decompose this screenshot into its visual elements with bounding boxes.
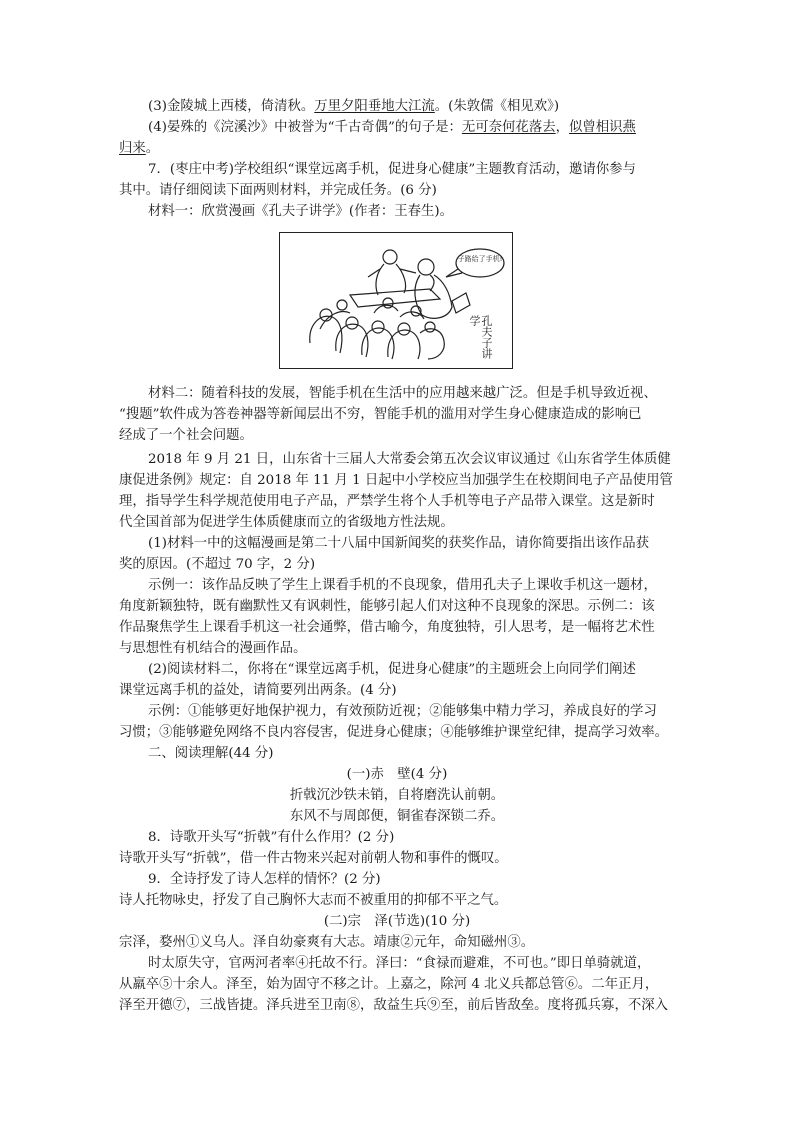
answer-9: 诗人托物咏史，抒发了自己胸怀大志而不被重用的抑郁不平之气。 — [119, 893, 508, 908]
answer-7-1-line-4: 与思想性有机结合的漫画作品。 — [119, 641, 307, 656]
q7-1-line-2: 奖的原因。(不超过 70 字，2 分) — [119, 557, 316, 572]
answer-7-1-line-2: 角度新颖独特，既有幽默性又有讽刺性，能够引起人们对这种不良现象的深思。示例二：该 — [119, 599, 655, 614]
material-2-line-3: 经成了一个社会问题。 — [119, 428, 253, 443]
q4-answer-b: 似曾相识燕 — [569, 120, 636, 135]
cartoon-caption: 孔夫子讲学 — [468, 315, 493, 359]
q7-2-line-2: 课堂远离手机的益处，请简要列出两条。(4 分) — [119, 683, 397, 698]
q4-answer-b-cont: 归来 — [119, 141, 146, 156]
material-1: 材料一：欣赏漫画《孔夫子讲学》(作者：王春生)。 — [148, 204, 454, 219]
q7-1-line-1: (1)材料一中的这幅漫画是第二十八届中国新闻奖的获奖作品，请你简要指出该作品获 — [148, 536, 650, 551]
q7-line-2: 其中。请仔细阅读下面两则材料，并完成任务。(6 分) — [119, 183, 437, 198]
poem-title: (一)赤 壁(4 分) — [346, 767, 448, 782]
passage-line-2: 时太原失守，官两河者率④托故不行。泽曰：“食禄而避难，不可也。”即日单骑就道， — [148, 956, 651, 971]
q4-line-1 — [148, 118, 708, 138]
q4-answer-a: 无可奈何花落去 — [461, 120, 556, 135]
q3-line — [148, 97, 708, 117]
passage-line-4: 泽至开德⑦，三战皆捷。泽兵进至卫南⑧，敌益生兵⑨至，前后皆敌垒。度将孤兵寡，不深入 — [119, 998, 669, 1013]
q3-answer: 万里夕阳垂地大江流 — [314, 99, 435, 114]
passage-line-3: 从羸卒⑤十余人。泽至，始为固守不移之计。上嘉之，除河 4 北义兵都总管⑥。二年正月， — [119, 977, 659, 992]
q4-comma: ， — [555, 120, 569, 135]
q4-line-2 — [119, 139, 679, 159]
q7-line-1: 7．(枣庄中考)学校组织“课堂远离手机，促进身心健康”主题教育活动，邀请你参与 — [148, 162, 636, 177]
q3-source: 。(朱敦儒《相见欢》) — [434, 99, 560, 114]
poem-line-2: 东风不与周郎便，铜雀春深锁二乔。 — [289, 809, 505, 824]
q9: 9．全诗抒发了诗人怎样的情怀？(2 分) — [148, 872, 381, 887]
material-2-line-6: 理，指导学生科学规范使用电子产品，严禁学生将个人手机等电子产品带入课堂。这是新时 — [119, 494, 655, 509]
q7-2-line-1: (2)阅读材料二，你将在“课堂远离手机，促进身心健康”的主题班会上向同学们阐述 — [148, 662, 636, 677]
q8: 8．诗歌开头写“折戟”有什么作用？(2 分) — [148, 830, 395, 845]
q4-text: (4)晏殊的《浣溪沙》中被誉为“千古奇偶”的句子是： — [148, 120, 462, 135]
material-2-line-5: 康促进条例》规定：自 2018 年 11 月 1 日起中小学校应当加强学生在校期间电子产品使用管 — [119, 473, 673, 488]
answer-7-2-line-2: 习惯；③能够避免网络不良内容侵害，促进身心健康；④能够维护课堂纪律，提高学习效率。 — [119, 725, 669, 740]
material-2-line-2: “搜题”软件成为答卷神器等新闻层出不穷，智能手机的滥用对学生身心健康造成的影响已 — [119, 407, 642, 422]
section-2-heading: 二、阅读理解(44 分) — [148, 746, 274, 761]
material-2-line-7: 代全国首部为促进学生体质健康而立的省级地方性法规。 — [119, 515, 454, 530]
answer-7-2-line-1: 示例：①能够更好地保护视力，有效预防近视；②能够集中精力学习，养成良好的学习 — [148, 704, 657, 719]
material-2-line-1: 材料二：随着科技的发展，智能手机在生活中的应用越来越广泛。但是手机导致近视、 — [148, 386, 657, 401]
cartoon-figure — [279, 232, 513, 369]
answer-7-1-line-1: 示例一：该作品反映了学生上课看手机的不良现象，借用孔夫子上课收手机这一题材， — [148, 578, 657, 593]
passage-line-1: 宗泽，婺州①义乌人。泽自幼豪爽有大志。靖康②元年，命知磁州③。 — [119, 935, 535, 950]
passage-title: (二)宗 泽(节选)(10 分) — [323, 914, 471, 929]
speech-bubble-text: 子路给了手机! — [457, 255, 503, 263]
poem-line-1: 折戟沉沙铁未销，自将磨洗认前朝。 — [289, 788, 505, 803]
answer-7-1-line-3: 作品聚焦学生上课看手机这一社会通弊，借古喻今，角度独特，引人思考，是一幅将艺术性 — [119, 620, 655, 635]
q4-end: 。 — [145, 141, 160, 156]
answer-8: 诗歌开头写“折戟”，借一件古物来兴起对前朝人物和事件的慨叹。 — [119, 851, 508, 866]
material-2-line-4: 2018 年 9 月 21 日，山东省十三届人大常委会第五次会议审议通过《山东省学生体质健 — [148, 452, 671, 467]
q3-text: (3)金陵城上西楼，倚清秋。 — [148, 99, 315, 114]
